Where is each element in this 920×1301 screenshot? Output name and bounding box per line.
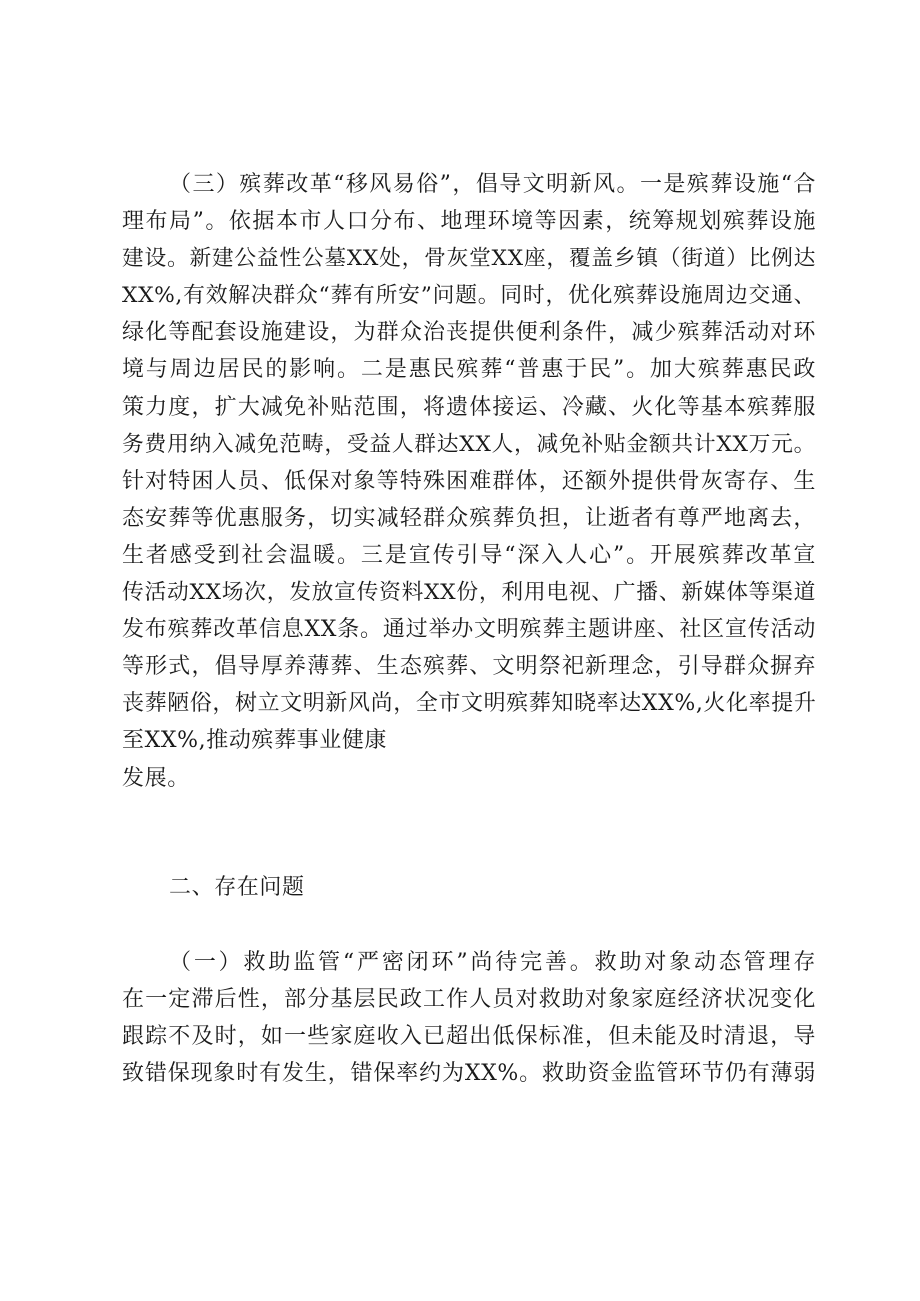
text-line: 绿化等配套设施建设，为群众治丧提供便利条件，减少殡葬活动对环 bbox=[122, 320, 816, 346]
text-line: 生者感受到社会温暖。三是宣传引导“深入人心”。开展殡葬改革宣 bbox=[122, 542, 816, 568]
text-line: 理布局”。依据本市人口分布、地理环境等因素，统筹规划殡葬设施 bbox=[122, 209, 816, 235]
body-text bbox=[122, 0, 816, 1301]
text-line: 发布殡葬改革信息XX条。通过举办文明殡葬主题讲座、社区宣传活动 bbox=[122, 617, 816, 643]
text-line: 境与周边居民的影响。二是惠民殡葬“普惠于民”。加大殡葬惠民政 bbox=[122, 357, 816, 383]
paragraph-problems bbox=[122, 944, 816, 1092]
text-line: （三）殡葬改革“移风易俗”，倡导文明新风。一是殡葬设施“合 bbox=[169, 172, 816, 197]
section-heading bbox=[122, 869, 816, 906]
text-line: 发展。 bbox=[122, 765, 190, 791]
text-line: 丧葬陋俗，树立文明新风尚，全市文明殡葬知晓率达XX%,火化率提升 bbox=[122, 691, 816, 717]
text-line: 传活动XX场次，发放宣传资料XX份，利用电视、广播、新媒体等渠道 bbox=[122, 580, 816, 606]
text-line: XX%,有效解决群众“葬有所安”问题。同时，优化殡葬设施周边交通、 bbox=[122, 283, 816, 309]
text-line: 致错保现象时有发生，错保率约为XX%。救助资金监管环节仍有薄弱 bbox=[122, 1061, 816, 1087]
text-line: 等形式，倡导厚养薄葬、生态殡葬、文明祭祀新理念，引导群众摒弃 bbox=[122, 654, 816, 680]
text-line: 至XX%,推动殡葬事业健康 bbox=[122, 728, 388, 754]
text-line: 务费用纳入减免范畴，受益人群达XX人，减免补贴金额共计XX万元。 bbox=[122, 431, 816, 457]
text-line: 针对特困人员、低保对象等特殊困难群体，还额外提供骨灰寄存、生 bbox=[122, 468, 816, 494]
text-line: 建设。新建公益性公墓XX处，骨灰堂XX座，覆盖乡镇（街道）比例达 bbox=[122, 246, 816, 272]
text-line: 策力度，扩大减免补贴范围，将遗体接运、冷藏、火化等基本殡葬服 bbox=[122, 394, 816, 420]
text-line: 在一定滞后性，部分基层民政工作人员对救助对象家庭经济状况变化 bbox=[122, 987, 816, 1013]
text-line: 态安葬等优惠服务，切实减轻群众殡葬负担，让逝者有尊严地离去， bbox=[122, 505, 816, 531]
text-line: 跟踪不及时，如一些家庭收入已超出低保标准，但未能及时清退，导 bbox=[122, 1024, 816, 1050]
paragraph-funeral-reform bbox=[122, 166, 816, 797]
text-line: （一）救助监管“严密闭环”尚待完善。救助对象动态管理存 bbox=[169, 950, 816, 975]
section-heading-text: 二、存在问题 bbox=[169, 875, 305, 900]
